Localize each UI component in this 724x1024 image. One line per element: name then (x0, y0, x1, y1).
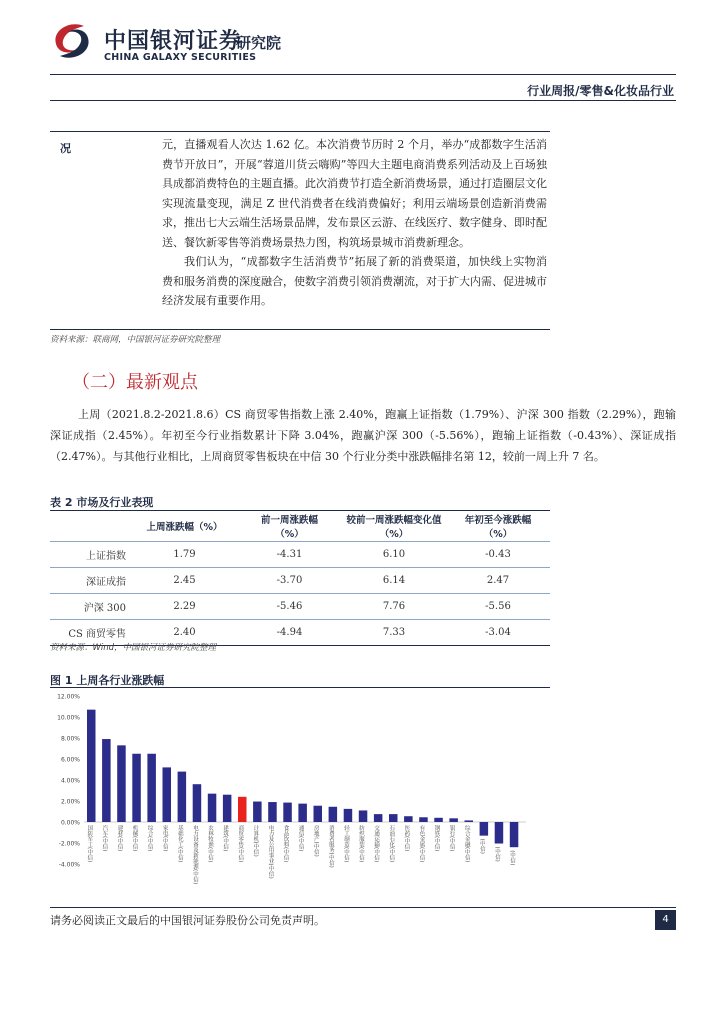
x-category-label: 房地产(中信) (312, 825, 319, 857)
table-cell: 沪深 300 (50, 594, 132, 620)
section-body (50, 404, 676, 467)
logo-english-name: CHINA GALAXY SECURITIES (104, 52, 257, 63)
table-cell: 1.79 (132, 542, 237, 568)
x-category-label: 纺织服装(中信) (358, 825, 365, 863)
table-cell: -4.94 (237, 620, 342, 646)
x-category-label: (中信) (509, 850, 516, 866)
table-cell: -5.56 (446, 594, 550, 620)
table-cell: 2.29 (132, 594, 237, 620)
continued-table-label: 况 (60, 142, 71, 155)
x-category-label: 电力设备及新能源(中信) (191, 825, 198, 885)
x-category-label: (中信) (493, 846, 500, 862)
bar (510, 822, 519, 847)
x-category-label: 商贸零售(中信) (237, 825, 244, 863)
table-cell: 深证成指 (50, 568, 132, 594)
bar (283, 803, 292, 822)
y-tick-label: 2.00% (60, 798, 80, 806)
y-tick-label: 6.00% (60, 756, 80, 764)
table-cell: -4.31 (237, 542, 342, 568)
y-tick-label: -4.00% (58, 861, 80, 869)
x-category-label: 机械(中信) (131, 825, 138, 852)
bar (208, 794, 217, 822)
x-category-label: 家电(中信) (161, 825, 168, 852)
bar (465, 820, 474, 822)
table-cell: 7.33 (342, 620, 446, 646)
bar (404, 816, 413, 822)
table-cell: 6.14 (342, 568, 446, 594)
bar (449, 818, 458, 822)
bar (374, 814, 383, 822)
table-header (50, 511, 132, 542)
table-cell: -0.43 (446, 542, 550, 568)
bar (117, 745, 126, 822)
table-cell: 7.76 (342, 594, 446, 620)
y-tick-label: 8.00% (60, 735, 80, 743)
y-tick-label: 10.00% (57, 714, 80, 722)
bar (419, 817, 428, 822)
figure-divider (50, 687, 550, 688)
y-tick-label: 12.00% (57, 693, 80, 701)
table-header: 上周涨跌幅（%） (146, 522, 223, 533)
footer-divider (50, 907, 676, 908)
table-cell: -3.70 (237, 568, 342, 594)
x-category-label: 建材(中信) (116, 825, 123, 852)
table-cell: CS 商贸零售 (50, 620, 132, 646)
continued-paragraph: 元，直播观看人次达 1.62 亿。本次消费节历时 2 个月，举办“成都数字生活消费节开放日”，开展“蓉道川货云嗨购”等四大主题电商消费系列活动及上百场独具成都消费特色的主题直播。此次消费节打造全新消费场景，通过打造圈层文化实现流量变现，满足 Z 世代消费者在线消费偏好；利用云端场景创造新消费需求，推出七大云端生活场景品牌，发布景区云游、在线医疗、数字健身、即时配送、餐饮新零售等消费场景热力图，构筑场景城市消费新理念。 (162, 138, 547, 249)
x-category-label: 农林牧渔(中信) (207, 825, 214, 863)
table-header: 年初至今涨跌幅 （%） (464, 515, 532, 540)
table-header: 前一周涨跌幅 （%） (260, 515, 318, 540)
y-tick-label: 4.00% (60, 777, 80, 785)
table-row (50, 568, 550, 594)
news-source-note: 资料来源：联商网，中国银河证券研究院整理 (50, 335, 221, 345)
header-divider-bottom (50, 100, 676, 101)
x-category-label: 建筑(中信) (222, 825, 229, 852)
x-category-label: 食品饮料(中信) (282, 825, 289, 863)
table-cell: 上证指数 (50, 542, 132, 568)
table-cell: 2.47 (446, 568, 550, 594)
market-performance-table (50, 510, 550, 646)
table-cell: -5.46 (237, 594, 342, 620)
bar (389, 814, 398, 822)
bar (329, 807, 338, 822)
table-source-note: 资料来源：Wind，中国银河证券研究院整理 (50, 643, 217, 653)
bar (434, 818, 443, 822)
x-category-label: 银行(中信) (448, 825, 455, 852)
continued-table-text (162, 135, 547, 311)
x-category-label: 计算机(中信) (252, 825, 259, 857)
table-cell: -3.04 (446, 620, 550, 646)
bar (87, 710, 96, 822)
x-category-label: 基础化工(中信) (176, 825, 183, 863)
x-category-label: 钢铁(中信) (433, 825, 440, 852)
y-tick-label: 0.00% (60, 819, 80, 827)
bar (223, 795, 232, 822)
bar (132, 754, 141, 822)
bar (480, 822, 489, 836)
x-category-label: (中信) (478, 838, 485, 854)
bar (344, 809, 353, 822)
x-category-label: 综合(中信) (146, 825, 153, 852)
figure-caption: 图 1 上周各行业涨跌幅 (50, 674, 165, 687)
table-caption: 表 2 市场及行业表现 (50, 496, 154, 509)
table-cell: 2.45 (132, 568, 237, 594)
logo-institute: 研究院 (236, 34, 282, 52)
y-tick-label: -2.00% (58, 840, 80, 848)
bar (253, 802, 262, 822)
bar (268, 802, 277, 822)
x-category-label: 国防军工(中信) (86, 825, 93, 863)
table-cell: 6.10 (342, 542, 446, 568)
footer-disclaimer: 请务必阅读正文最后的中国银河证券股份公司免责声明。 (50, 914, 325, 927)
galaxy-logo-icon (50, 22, 94, 60)
table-row (50, 542, 550, 568)
bar (298, 804, 307, 822)
bar (147, 754, 156, 822)
x-category-label: 石油石化(中信) (388, 825, 395, 863)
x-category-label: 交通运输(中信) (373, 825, 380, 863)
table-row (50, 594, 550, 620)
bar (314, 806, 323, 822)
bar (163, 767, 172, 822)
page-number: 4 (655, 910, 676, 930)
report-category: 行业周报/零售&化妆品行业 (527, 84, 674, 98)
header-divider (50, 74, 676, 75)
bar (495, 822, 504, 844)
x-category-label: 有色金属(中信) (418, 825, 425, 863)
x-category-label: 轻工制造(中信) (342, 825, 349, 863)
x-category-label: 医药(中信) (403, 825, 410, 852)
table-header: 较前一周涨跌幅变化值 （%） (346, 515, 442, 540)
bar (359, 810, 368, 822)
x-category-label: 综合金融(中信) (463, 825, 470, 863)
x-category-label: 通信(中信) (297, 825, 304, 852)
table-header-row (50, 511, 550, 542)
table-cell: 2.40 (132, 620, 237, 646)
logo-company-name: 中国银河证券 (104, 29, 243, 54)
industry-change-bar-chart (50, 690, 530, 900)
bar (238, 797, 247, 822)
x-category-label: 电力及公用事业(中信) (267, 825, 274, 879)
bar (102, 739, 111, 822)
section-body-paragraph: 上周（2021.8.2-2021.8.6）CS 商贸零售指数上涨 2.40%，跑赢上证指数（1.79%）、沪深 300 指数（2.29%），跑输深证成指（2.45%）。年初至今行业指数累计下降 3.04%，跑赢沪深 300（-5.56%），跑输上证指数（-0.43%）、深证成指（2.47%）。与其他行业相比，上周商贸零售板块在中信 30 个行业分类中涨跌幅排名第 12，较前一周上升 7 名。 (50, 408, 676, 463)
bar (178, 772, 187, 822)
bar (193, 784, 202, 822)
continued-paragraph: 我们认为，“成都数字生活消费节”拓展了新的消费渠道，加快线上实物消费和服务消费的深度融合，使数字消费引领消费潮流，对于扩大内需、促进城市经济发展有重要作用。 (162, 255, 547, 307)
x-category-label: 消费者服务(中信) (327, 825, 334, 868)
x-category-label: 汽车(中信) (101, 825, 108, 852)
section-title: （二）最新观点 (72, 372, 198, 393)
